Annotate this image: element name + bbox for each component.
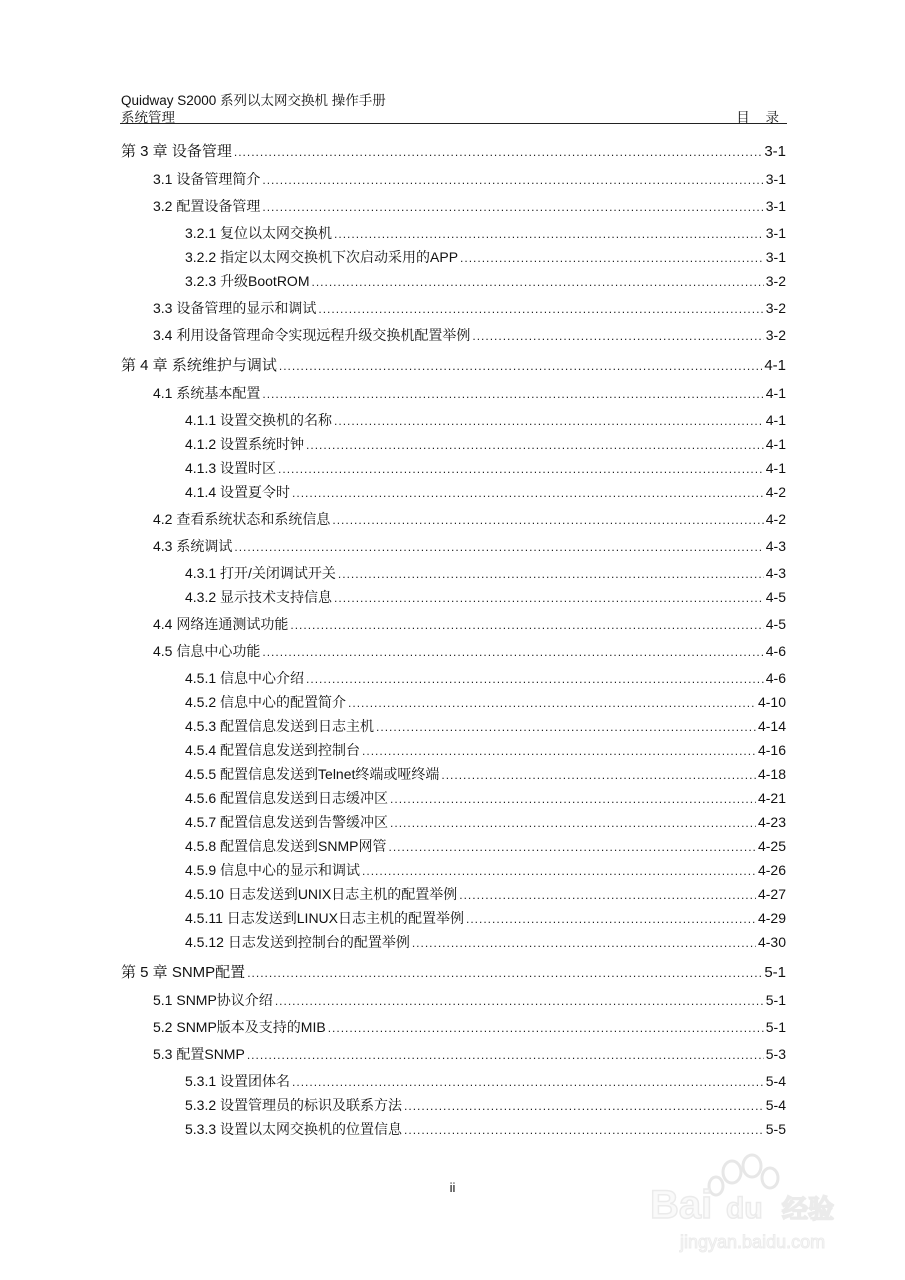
toc-entry-title: 4.1.2 设置系统时钟	[185, 436, 305, 452]
dot-leader	[306, 433, 764, 456]
toc-entry[interactable]	[121, 433, 786, 457]
toc-entry-page: 5-3	[765, 1046, 786, 1062]
toc-entry-page: 4-14	[757, 718, 786, 734]
toc-entry-page: 4-21	[757, 790, 786, 806]
toc-entry[interactable]	[121, 763, 786, 787]
toc-entry-title: 4.3 系统调试	[153, 538, 233, 554]
toc-entry-title: 3.2.2 指定以太网交换机下次启动采用的APP	[185, 249, 459, 265]
dot-leader	[338, 562, 764, 585]
toc-entry-page: 3-1	[764, 143, 786, 160]
toc-entry-page: 4-1	[765, 436, 786, 452]
toc-entry-page: 3-1	[765, 171, 786, 187]
toc-entry-page: 4-10	[757, 694, 786, 710]
toc-entry-title: 4.5.8 配置信息发送到SNMP网管	[185, 838, 387, 854]
dot-leader	[262, 640, 763, 663]
dot-leader	[306, 667, 764, 690]
toc-entry[interactable]	[121, 613, 786, 637]
toc-entry-page: 4-26	[757, 862, 786, 878]
toc-entry-title: 4.5.11 日志发送到LINUX日志主机的配置举例	[185, 910, 465, 926]
toc-entry[interactable]	[121, 835, 786, 859]
toc-entry-title: 第 3 章 设备管理	[121, 143, 232, 160]
dot-leader	[292, 1070, 764, 1093]
svg-text:jingyan.baidu.com: jingyan.baidu.com	[680, 1232, 826, 1252]
toc-entry[interactable]	[121, 1118, 786, 1142]
toc-entry-title: 4.5.6 配置信息发送到日志缓冲区	[185, 790, 389, 806]
toc-entry-title: 4.5.10 日志发送到UNIX日志主机的配置举例	[185, 886, 458, 902]
dot-leader	[390, 811, 756, 834]
dot-leader	[388, 835, 755, 858]
toc-entry-title: 4.1.4 设置夏令时	[185, 484, 291, 500]
dot-leader	[234, 141, 762, 163]
toc-entry-title: 5.2 SNMP版本及支持的MIB	[153, 1019, 326, 1035]
toc-entry[interactable]	[121, 168, 786, 192]
dot-leader	[247, 1043, 764, 1066]
toc-entry-page: 4-29	[757, 910, 786, 926]
dot-leader	[262, 168, 763, 191]
dot-leader	[348, 691, 756, 714]
toc-entry[interactable]	[121, 640, 786, 664]
svg-text:du: du	[726, 1192, 763, 1225]
svg-text:经验: 经验	[782, 1195, 835, 1225]
dot-leader	[332, 508, 763, 531]
toc-entry-title: 5.3.2 设置管理员的标识及联系方法	[185, 1097, 403, 1113]
page-number: ii	[449, 1180, 456, 1195]
toc-entry-page: 3-2	[765, 300, 786, 316]
toc-entry-title: 4.5.1 信息中心介绍	[185, 670, 305, 686]
toc-entry-page: 4-6	[765, 643, 786, 659]
toc-entry-page: 4-25	[757, 838, 786, 854]
section-name: 系统管理	[121, 110, 175, 125]
toc-entry-page: 4-1	[765, 460, 786, 476]
toc-entry-title: 4.5.2 信息中心的配置简介	[185, 694, 347, 710]
toc-entry-title: 4.5.12 日志发送到控制台的配置举例	[185, 934, 410, 950]
toc-entry[interactable]	[121, 246, 786, 270]
toc-entry[interactable]	[121, 586, 786, 610]
dot-leader	[312, 270, 764, 293]
toc-entry[interactable]	[121, 535, 786, 559]
toc-entry-title: 3.2 配置设备管理	[153, 198, 261, 214]
dot-leader	[279, 355, 762, 377]
dot-leader	[362, 739, 756, 762]
toc-chapter-entry[interactable]	[121, 141, 786, 165]
toc-entry[interactable]	[121, 297, 786, 321]
toc-entry-title: 4.5.4 配置信息发送到控制台	[185, 742, 361, 758]
toc-entry-title: 3.4 利用设备管理命令实现远程升级交换机配置举例	[153, 327, 471, 343]
dot-leader	[275, 989, 764, 1012]
dot-leader	[234, 535, 763, 558]
toc-entry-page: 5-4	[765, 1073, 786, 1089]
toc-entry[interactable]	[121, 195, 786, 219]
toc-entry[interactable]	[121, 883, 786, 907]
toc-entry-title: 3.3 设备管理的显示和调试	[153, 300, 317, 316]
dot-leader	[459, 883, 756, 906]
toc-entry-page: 4-30	[757, 934, 786, 950]
toc-entry-page: 3-1	[765, 225, 786, 241]
toc-entry[interactable]	[121, 787, 786, 811]
toc-entry-title: 4.4 网络连通测试功能	[153, 616, 289, 632]
toc-entry-title: 4.1 系统基本配置	[153, 385, 261, 401]
dot-leader	[466, 907, 756, 930]
toc-entry-page: 4-1	[765, 385, 786, 401]
baidu-watermark-logo	[640, 1150, 860, 1260]
toc-entry-page: 5-5	[765, 1121, 786, 1137]
toc-entry[interactable]	[121, 811, 786, 835]
toc-entry-page: 4-18	[757, 766, 786, 782]
dot-leader	[472, 324, 763, 347]
toc-entry-title: 4.5.3 配置信息发送到日志主机	[185, 718, 375, 734]
dot-leader	[318, 297, 763, 320]
toc-entry-page: 4-6	[765, 670, 786, 686]
toc-entry-title: 4.5.9 信息中心的显示和调试	[185, 862, 361, 878]
toc-entry-title: 3.1 设备管理简介	[153, 171, 261, 187]
dot-leader	[328, 1016, 764, 1039]
toc-entry-page: 4-1	[765, 412, 786, 428]
toc-entry-page: 5-1	[764, 964, 786, 981]
dot-leader	[334, 409, 764, 432]
toc-entry[interactable]	[121, 739, 786, 763]
toc-entry[interactable]	[121, 270, 786, 294]
toc-entry-page: 4-3	[765, 538, 786, 554]
dot-leader	[334, 586, 764, 609]
document-title: Quidway S2000 系列以太网交换机 操作手册	[121, 93, 386, 108]
toc-entry-page: 4-5	[765, 589, 786, 605]
toc-entry[interactable]	[121, 457, 786, 481]
toc-entry-page: 5-1	[765, 992, 786, 1008]
toc-entry[interactable]	[121, 1043, 786, 1067]
toc-entry-title: 5.3.3 设置以太网交换机的位置信息	[185, 1121, 403, 1137]
toc-entry[interactable]	[121, 907, 786, 931]
svg-text:Bai: Bai	[650, 1183, 713, 1227]
dot-leader	[334, 222, 764, 245]
header-rule	[120, 123, 787, 124]
toc-entry-page: 3-1	[765, 249, 786, 265]
dot-leader	[460, 246, 764, 269]
toc-entry-title: 4.2 查看系统状态和系统信息	[153, 511, 331, 527]
toc-entry[interactable]	[121, 989, 786, 1013]
dot-leader	[262, 382, 763, 405]
toc-entry-page: 4-1	[764, 357, 786, 374]
dot-leader	[247, 962, 762, 984]
toc-entry-title: 4.1.3 设置时区	[185, 460, 277, 476]
toc-entry[interactable]	[121, 481, 786, 505]
toc-entry-page: 4-23	[757, 814, 786, 830]
dot-leader	[376, 715, 756, 738]
dot-leader	[292, 481, 764, 504]
dot-leader	[390, 787, 756, 810]
toc-entry-title: 4.5.7 配置信息发送到告警缓冲区	[185, 814, 389, 830]
toc-entry-page: 5-4	[765, 1097, 786, 1113]
toc-entry-page: 3-1	[765, 198, 786, 214]
toc-entry-page: 3-2	[765, 327, 786, 343]
dot-leader	[278, 457, 764, 480]
toc-entry[interactable]	[121, 1016, 786, 1040]
dot-leader	[404, 1094, 764, 1117]
dot-leader	[441, 763, 756, 786]
toc-entry-page: 4-5	[765, 616, 786, 632]
toc-chapter-entry[interactable]	[121, 355, 786, 379]
table-of-contents	[121, 141, 786, 1142]
toc-entry-title: 5.1 SNMP协议介绍	[153, 992, 273, 1008]
toc-entry-title: 3.2.3 升级BootROM	[185, 273, 310, 289]
toc-entry-page: 4-16	[757, 742, 786, 758]
toc-entry[interactable]	[121, 1094, 786, 1118]
toc-entry[interactable]	[121, 859, 786, 883]
toc-entry[interactable]	[121, 562, 786, 586]
toc-entry[interactable]	[121, 508, 786, 532]
toc-entry[interactable]	[121, 715, 786, 739]
toc-entry-page: 4-2	[765, 511, 786, 527]
toc-entry-title: 5.3 配置SNMP	[153, 1046, 245, 1062]
dot-leader	[404, 1118, 764, 1141]
toc-entry[interactable]	[121, 931, 786, 955]
toc-chapter-entry[interactable]	[121, 962, 786, 986]
toc-entry-page: 4-2	[765, 484, 786, 500]
header-contents-label: 目 录	[736, 110, 785, 125]
toc-entry[interactable]	[121, 1070, 786, 1094]
toc-entry-title: 4.3.2 显示技术支持信息	[185, 589, 333, 605]
toc-entry[interactable]	[121, 222, 786, 246]
toc-entry[interactable]	[121, 409, 786, 433]
toc-entry-title: 第 5 章 SNMP配置	[121, 964, 246, 981]
toc-entry-page: 4-27	[757, 886, 786, 902]
toc-entry[interactable]	[121, 667, 786, 691]
toc-entry-title: 4.3.1 打开/关闭调试开关	[185, 565, 336, 581]
toc-entry-title: 4.1.1 设置交换机的名称	[185, 412, 333, 428]
toc-entry[interactable]	[121, 324, 786, 348]
toc-entry[interactable]	[121, 382, 786, 406]
toc-entry-page: 4-3	[765, 565, 786, 581]
dot-leader	[412, 931, 756, 954]
toc-entry[interactable]	[121, 691, 786, 715]
toc-entry-title: 3.2.1 复位以太网交换机	[185, 225, 333, 241]
toc-entry-page: 5-1	[765, 1019, 786, 1035]
dot-leader	[262, 195, 763, 218]
toc-entry-title: 4.5 信息中心功能	[153, 643, 261, 659]
toc-entry-title: 4.5.5 配置信息发送到Telnet终端或哑终端	[185, 766, 440, 782]
toc-entry-title: 第 4 章 系统维护与调试	[121, 357, 277, 374]
dot-leader	[290, 613, 763, 636]
dot-leader	[362, 859, 756, 882]
toc-entry-page: 3-2	[765, 273, 786, 289]
toc-entry-title: 5.3.1 设置团体名	[185, 1073, 291, 1089]
